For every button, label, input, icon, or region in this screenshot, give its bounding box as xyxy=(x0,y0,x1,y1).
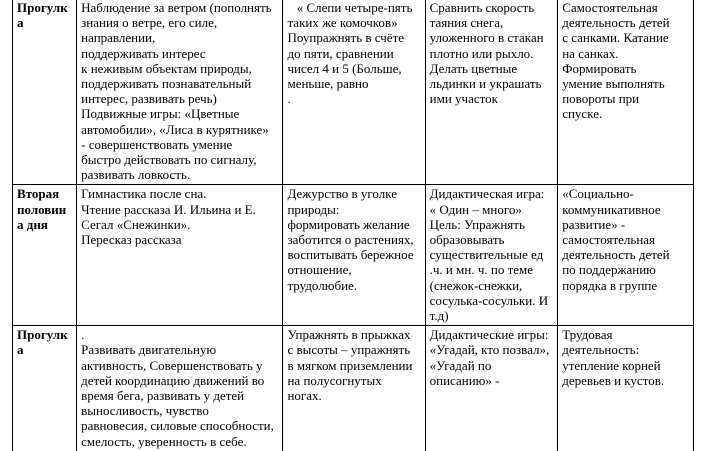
independent-activity-cell: Самостоятельная деятельность детей с санками. Катание на санках. Формировать умение выполнять повороты при спуске. xyxy=(558,0,694,185)
individual-work-cell: Упражнять в прыжках с высоты – упражнять в мягком приземлении на полусогнутых ногах. xyxy=(283,326,425,451)
activity-cell: . Развивать двигательную активность, Совершенствовать у детей координацию движений во время бега, развивать у детей выносливость, чувство равновесия, силовые способности, смелость, уверенность в себе. xyxy=(77,326,283,451)
table-row xyxy=(13,0,694,185)
table-row xyxy=(13,185,694,326)
activity-cell: Наблюдение за ветром (пополнять знания о ветре, его силе, направлении, поддерживать интерес к неживым объектам природы, поддерживать познавательный интерес, развивать речь) Подвижные игры: «Цветные автомобили», «Лиса в курятнике» - совершенствовать умение быстро действовать по сигналу, развивать ловкость. xyxy=(77,0,283,185)
experiment-cell: Сравнить скорость таяния снега, уложенного в стакан плотно или рыхло. Делать цветные льдинки и украшать ими участок xyxy=(425,0,558,185)
experiment-cell: Дидактические игры: «Угадай, кто позвал», «Угадай по описанию» - xyxy=(425,326,558,451)
activity-plan-table xyxy=(12,0,694,451)
independent-activity-cell: «Социально- коммуникативное развитие» - самостоятельная деятельность детей по поддержанию порядка в группе xyxy=(558,185,694,326)
individual-work-cell: « Слепи четыре-пять таких же комочков» Поупражнять в счёте до пяти, сравнении чисел 4 и 5 (Больше, меньше, равно . xyxy=(283,0,425,185)
period-cell: Вторая половин а дня xyxy=(13,185,77,326)
activity-cell: Гимнастика после сна. Чтение рассказа И. Ильина и Е. Сегал «Снежинки». Пересказ рассказа xyxy=(77,185,283,326)
individual-work-cell: Дежурство в уголке природы: формировать желание заботится о растениях, воспитывать бережное отношение, трудолюбие. xyxy=(283,185,425,326)
independent-activity-cell: Трудовая деятельность: утепление корней деревьев и кустов. xyxy=(558,326,694,451)
period-cell: Прогулк а xyxy=(13,0,77,185)
experiment-cell: Дидактическая игра: « Один – много» Цель: Упражнять образовывать существительные ед .ч. и мн. ч. по теме (снежок-снежки, сосулька-сосульки. И т.д) xyxy=(425,185,558,326)
table-row xyxy=(13,326,694,451)
period-cell: Прогулк а xyxy=(13,326,77,451)
